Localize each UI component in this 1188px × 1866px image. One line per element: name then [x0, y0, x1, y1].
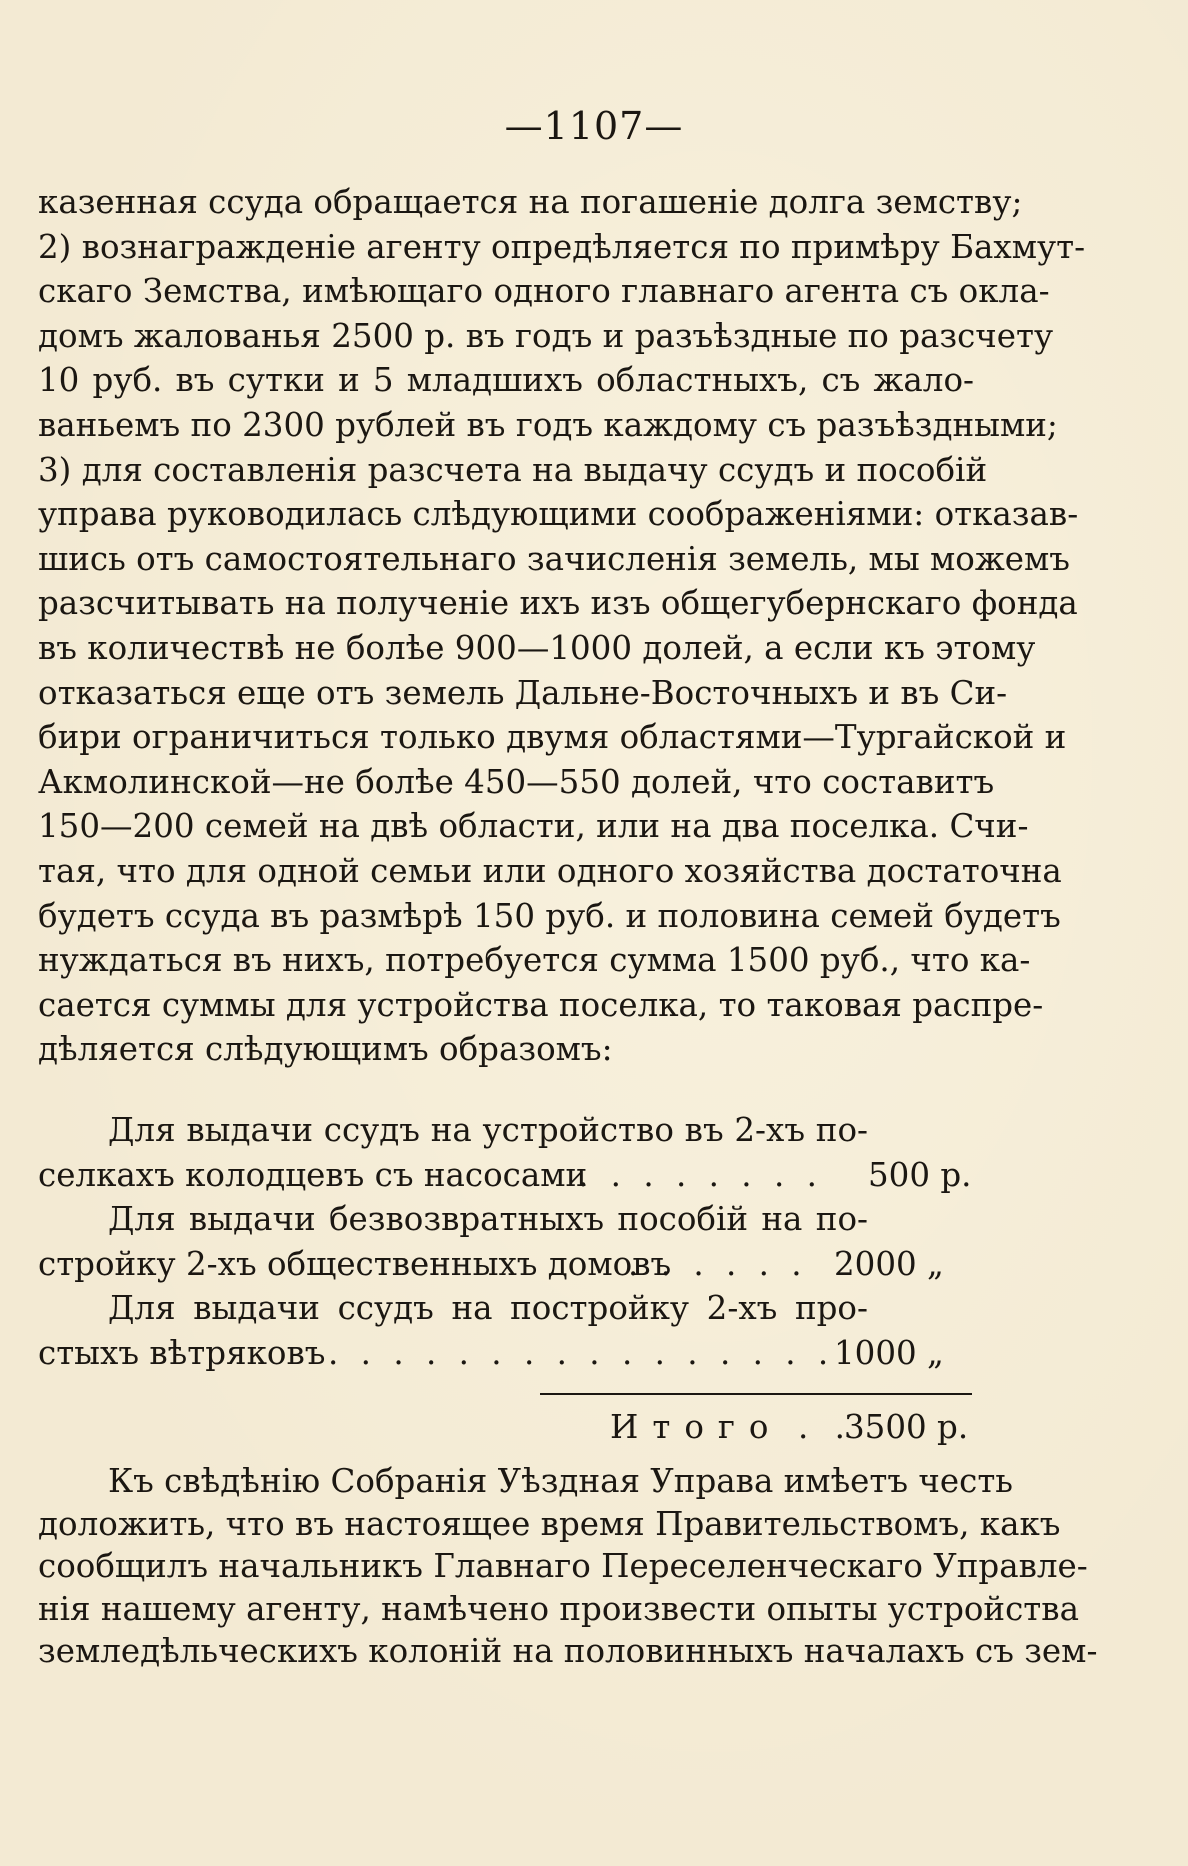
- text-line: скаго Земства, имѣющаго одного главнаго агента съ окла-: [38, 272, 1050, 311]
- text-line: сается суммы для устройства поселка, то таковая распре-: [38, 985, 1044, 1024]
- text-line: шись отъ самостоятельнаго зачисленія земель, мы можемъ: [38, 539, 1070, 578]
- text-line: въ количествѣ не болѣе 900—1000 долей, а если къ этому: [38, 628, 1036, 667]
- text-line: нія нашему агенту, намѣчено произвести опыты устройства: [38, 1589, 1079, 1628]
- expense-item-text: селкахъ колодцевъ съ насосами: [38, 1155, 588, 1194]
- text-line: сообщилъ начальникъ Главнаго Переселенческаго Управле-: [38, 1547, 1088, 1585]
- text-line: казенная ссуда обращается на погашеніе долга земству;: [38, 183, 1023, 221]
- text-line: Акмолинской—не болѣе 450—550 долей, что составитъ: [38, 762, 995, 801]
- text-line: домъ жалованья 2500 р. въ годъ и разъѣздные по разсчету: [38, 316, 1054, 355]
- expense-item-line: [38, 1108, 974, 1153]
- text-line: управа руководилась слѣдующими соображеніями: отказав-: [38, 495, 1079, 534]
- total-label: Итого: [610, 1408, 783, 1446]
- text-line: дѣляется слѣдующимъ образомъ:: [38, 1030, 613, 1069]
- total-amount: 3500 р.: [844, 1408, 969, 1446]
- expense-list: [38, 1108, 974, 1376]
- paragraph-1: [38, 180, 1086, 1072]
- text-line: будетъ ссуда въ размѣрѣ 150 руб. и половина семей будетъ: [38, 896, 1061, 935]
- text-line: ваньемъ по 2300 рублей въ годъ каждому съ разъѣздными;: [38, 405, 1058, 444]
- expense-item-text: Для выдачи ссудъ на постройку 2-хъ про-: [108, 1289, 868, 1328]
- text-line: земледѣльческихъ колоній на половинныхъ началахъ съ зем-: [38, 1632, 1098, 1670]
- expense-item-line: [38, 1153, 974, 1198]
- expense-amount: 2000 „: [834, 1244, 944, 1283]
- expense-item-text: Для выдачи безвозвратныхъ пособій на по-: [108, 1200, 868, 1239]
- dot-leaders: . . . . . .: [628, 1244, 808, 1283]
- expense-item-text: Для выдачи ссудъ на устройство въ 2-хъ по-: [108, 1111, 868, 1149]
- expense-amount: 1000 „: [834, 1333, 944, 1372]
- text-line: 10 руб. въ сутки и 5 младшихъ областныхъ, съ жало-: [38, 361, 974, 400]
- text-line: 150—200 семей на двѣ области, или на два поселка. Счи-: [38, 807, 1029, 846]
- expense-item-text: стыхъ вѣтряковъ: [38, 1333, 326, 1372]
- expense-item-line: [38, 1242, 974, 1287]
- text-line: разсчитывать на полученіе ихъ изъ общегубернскаго фонда: [38, 584, 1078, 623]
- paragraph-2: [38, 1460, 1098, 1673]
- total-row: [0, 1404, 1188, 1450]
- expense-item-line: [38, 1331, 974, 1376]
- text-line: Къ свѣдѣнію Собранія Уѣздная Управа имѣетъ честь: [108, 1462, 1014, 1500]
- expense-item-line: [38, 1286, 974, 1331]
- page-number: —1107—: [504, 104, 684, 148]
- sum-rule: [540, 1393, 972, 1395]
- text-line: 2) вознагражденіе агенту опредѣляется по примѣру Бахмут-: [38, 227, 1086, 266]
- text-line: отказаться еще отъ земель Дальне-Восточныхъ и въ Си-: [38, 673, 1008, 712]
- text-line: доложить, что въ настоящее время Правительствомъ, какъ: [38, 1504, 1061, 1543]
- expense-item-text: стройку 2-хъ общественныхъ домовъ: [38, 1244, 672, 1283]
- text-line: 3) для составленія разсчета на выдачу ссудъ и пособій: [38, 450, 988, 489]
- total-dots: . .: [798, 1408, 853, 1446]
- dot-leaders: . . . . . . . .: [578, 1155, 823, 1194]
- expense-amount: 500 р.: [868, 1155, 972, 1194]
- text-line: бири ограничиться только двумя областями—Тургайской и: [38, 718, 1067, 757]
- text-line: нуждаться въ нихъ, потребуется сумма 1500 руб., что ка-: [38, 941, 1031, 980]
- text-line: тая, что для одной семьи или одного хозяйства достаточна: [38, 851, 1062, 890]
- dot-leaders: . . . . . . . . . . . . . . . .: [328, 1333, 835, 1372]
- expense-item-line: [38, 1197, 974, 1242]
